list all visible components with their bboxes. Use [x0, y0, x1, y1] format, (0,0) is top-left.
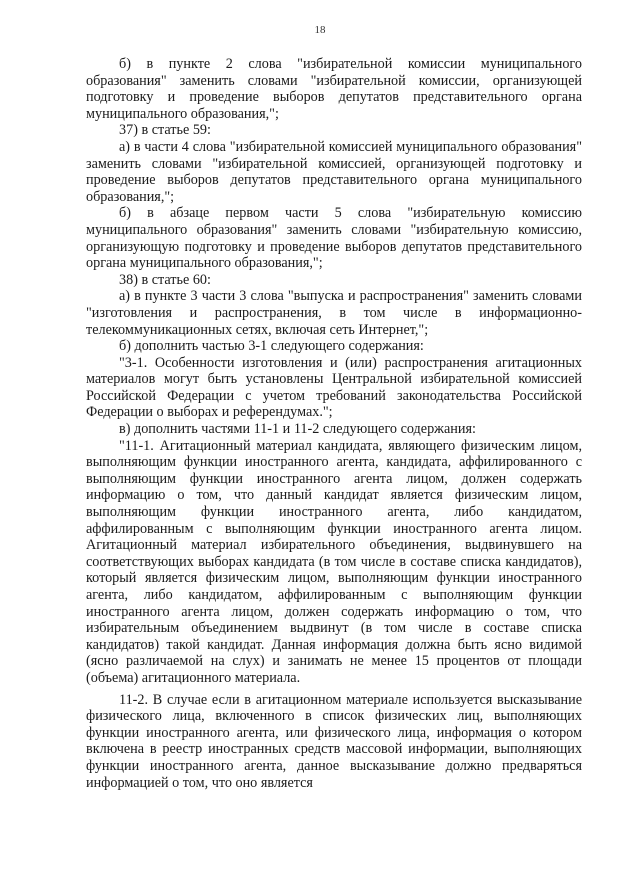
- page-number: 18: [314, 24, 326, 36]
- paragraph-item-a-part-4: а) в части 4 слова "избирательной комиссией муниципального образования" заменить словами "избирательной комиссией, организующей подготовку и проведение выборов депутатов представительного органа муниципального образования,";: [86, 138, 582, 205]
- paragraph-item-v-parts-11: в) дополнить частями 11-1 и 11-2 следующего содержания:: [119, 421, 476, 438]
- paragraph-text-11-2: 11-2. В случае если в агитационном материале используется высказывание физического лица, включенного в список физических лиц, выполняющих функции иностранного агента, или физического лица, информация о котором включена в реестр иностранных средств массовой информации, выполняющих функции иностранного агента, данное высказывание должно предваряться информацией о том, что оно является: [86, 691, 582, 791]
- paragraph-text-11-1: "11-1. Агитационный материал кандидата, являющего физическим лицом, выполняющим функции иностранного агента, кандидата, аффилированного с выполняющим функции иностранного агента лицом, должен содержать информацию о том, что данный кандидат является физическим лицом, выполняющим функции иностранного агента, либо кандидатом, аффилированным с выполняющим функции иностранного агента лицом. Агитационный материал избирательного объединения, выдвинувшего на соответствующих выборах кандидата (в том числе в составе списка кандидатов), который является физическим лицом, выполняющим функции иностранного агента, либо кандидатом, аффилированным с выполняющим функции иностранного агента лицом, должен содержать информацию о том, что избирательным объединением выдвинут (в том числе в составе списка кандидатов) такой кандидат. Данная информация должна быть ясно видимой (ясно различаемой на слух) и занимать не менее 15 процентов от площади (объема) агитационного материала.: [86, 437, 582, 686]
- document-body: [86, 56, 582, 791]
- paragraph-item-b-part-5: б) в абзаце первом части 5 слова "избирательную комиссию муниципального образования" заменить словами "избирательную комиссию, организующую подготовку и проведение выборов депутатов представительного органа муниципального образования,";: [86, 205, 582, 272]
- paragraph-article-59: 37) в статье 59:: [119, 122, 211, 139]
- paragraph-text-3-1: "3-1. Особенности изготовления и (или) распространения агитационных материалов могут быть установлены Центральной избирательной комиссией Российской Федерации с учетом требований законодательства Российской Федерации о выборах и референдумах.";: [86, 354, 582, 421]
- paragraph-item-b-part-3-1: б) дополнить частью 3-1 следующего содержания:: [119, 338, 424, 355]
- paragraph-item-a-point-3: а) в пункте 3 части 3 слова "выпуска и распространения" заменить словами "изготовления и распространения, в том числе в информационно-телекоммуникационных сетях, включая сеть Интернет,";: [86, 288, 582, 338]
- paragraph-article-60: 38) в статье 60:: [119, 271, 211, 288]
- paragraph-item-b-point-2: б) в пункте 2 слова "избирательной комиссии муниципального образования" заменить словами "избирательной комиссии, организующей подготовку и проведение выборов депутатов представительного органа муниципального образования,";: [86, 56, 582, 122]
